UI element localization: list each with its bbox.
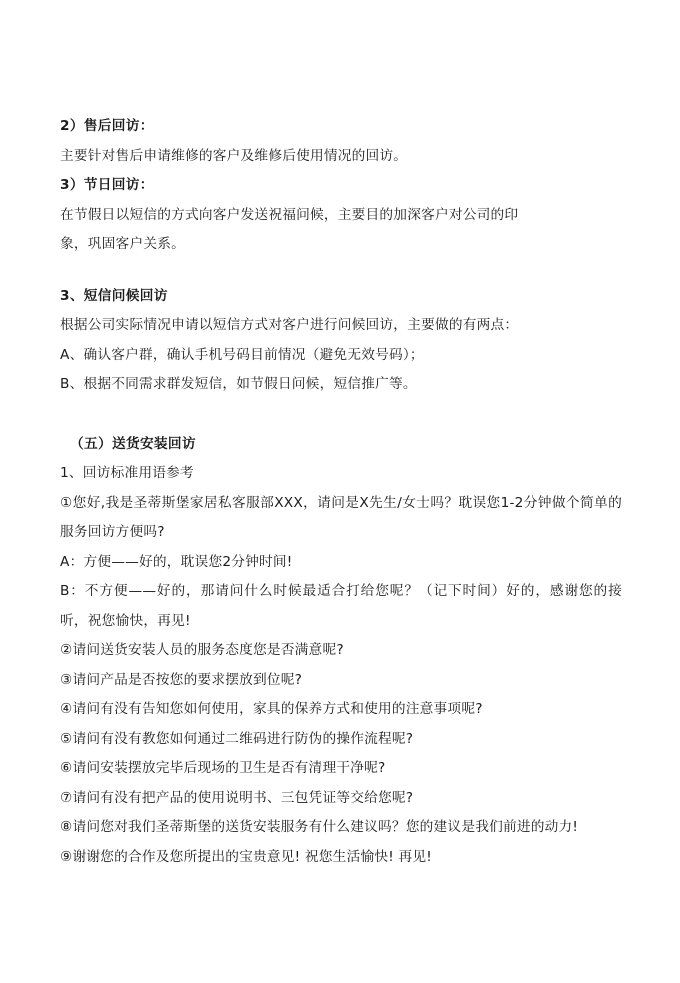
section-line: 象，巩固客户关系。 [60,236,185,252]
list-item: ④请问有没有告知您如何使用，家具的保养方式和使用的注意事项呢? [60,701,483,717]
list-item: ②请问送货安装人员的服务态度您是否满意呢? [60,642,344,658]
section-line: 在节假日以短信的方式向客户发送祝福问候，主要目的加深客户对公司的印 [60,206,519,223]
section-line: A、确认客户群，确认手机号码目前情况（避免无效号码）； [60,346,424,363]
section-subheading: 1、回访标准用语参考 [60,465,194,481]
section-line: B、根据不同需求群发短信，如节假日问候，短信推广等。 [60,376,417,392]
section-after-sales-visit [60,112,622,171]
section-heading: 3、短信问候回访 [60,287,168,304]
section-sms-greeting-visit [60,282,622,400]
list-item: ⑥请问安装摆放完毕后现场的卫生是否有清理干净呢? [60,760,386,776]
section-spacer [60,400,622,430]
list-item: A：方便——好的，耽误您2分钟时间! [60,553,293,570]
list-item: ③请问产品是否按您的要求摆放到位呢? [60,671,303,688]
section-holiday-visit [60,171,622,260]
section-heading: 3）节日回访： [60,177,154,193]
list-item: ①您好,我是圣蒂斯堡家居私客服部XXX，请问是X先生/女士吗？耽误您1-2分钟做个简单的服务回访方便吗? [60,494,622,540]
list-item: B：不方便——好的，那请问什么时候最适合打给您呢？（记下时间）好的，感谢您的接听，祝您愉快，再见! [60,583,622,629]
list-item: ⑤请问有没有教您如何通过二维码进行防伪的操作流程呢? [60,730,414,747]
list-item: ⑨谢谢您的合作及您所提出的宝贵意见! 祝您生活愉快! 再见! [60,848,432,865]
list-item: ⑧请问您对我们圣蒂斯堡的送货安装服务有什么建议吗？您的建议是我们前进的动力! [60,819,579,835]
list-item: ⑦请问有没有把产品的使用说明书、三包凭证等交给您呢? [60,789,414,806]
section-spacer [60,260,622,282]
section-heading: 2）售后回访： [60,118,154,134]
section-heading: （五）送货安装回访 [70,435,196,452]
section-line: 主要针对售后申请维修的客户及维修后使用情况的回访。 [60,147,408,164]
document-body [60,112,622,872]
section-line: 根据公司实际情况申请以短信方式对客户进行问候回访，主要做的有两点： [60,317,519,333]
section-delivery-install-visit [60,430,622,873]
